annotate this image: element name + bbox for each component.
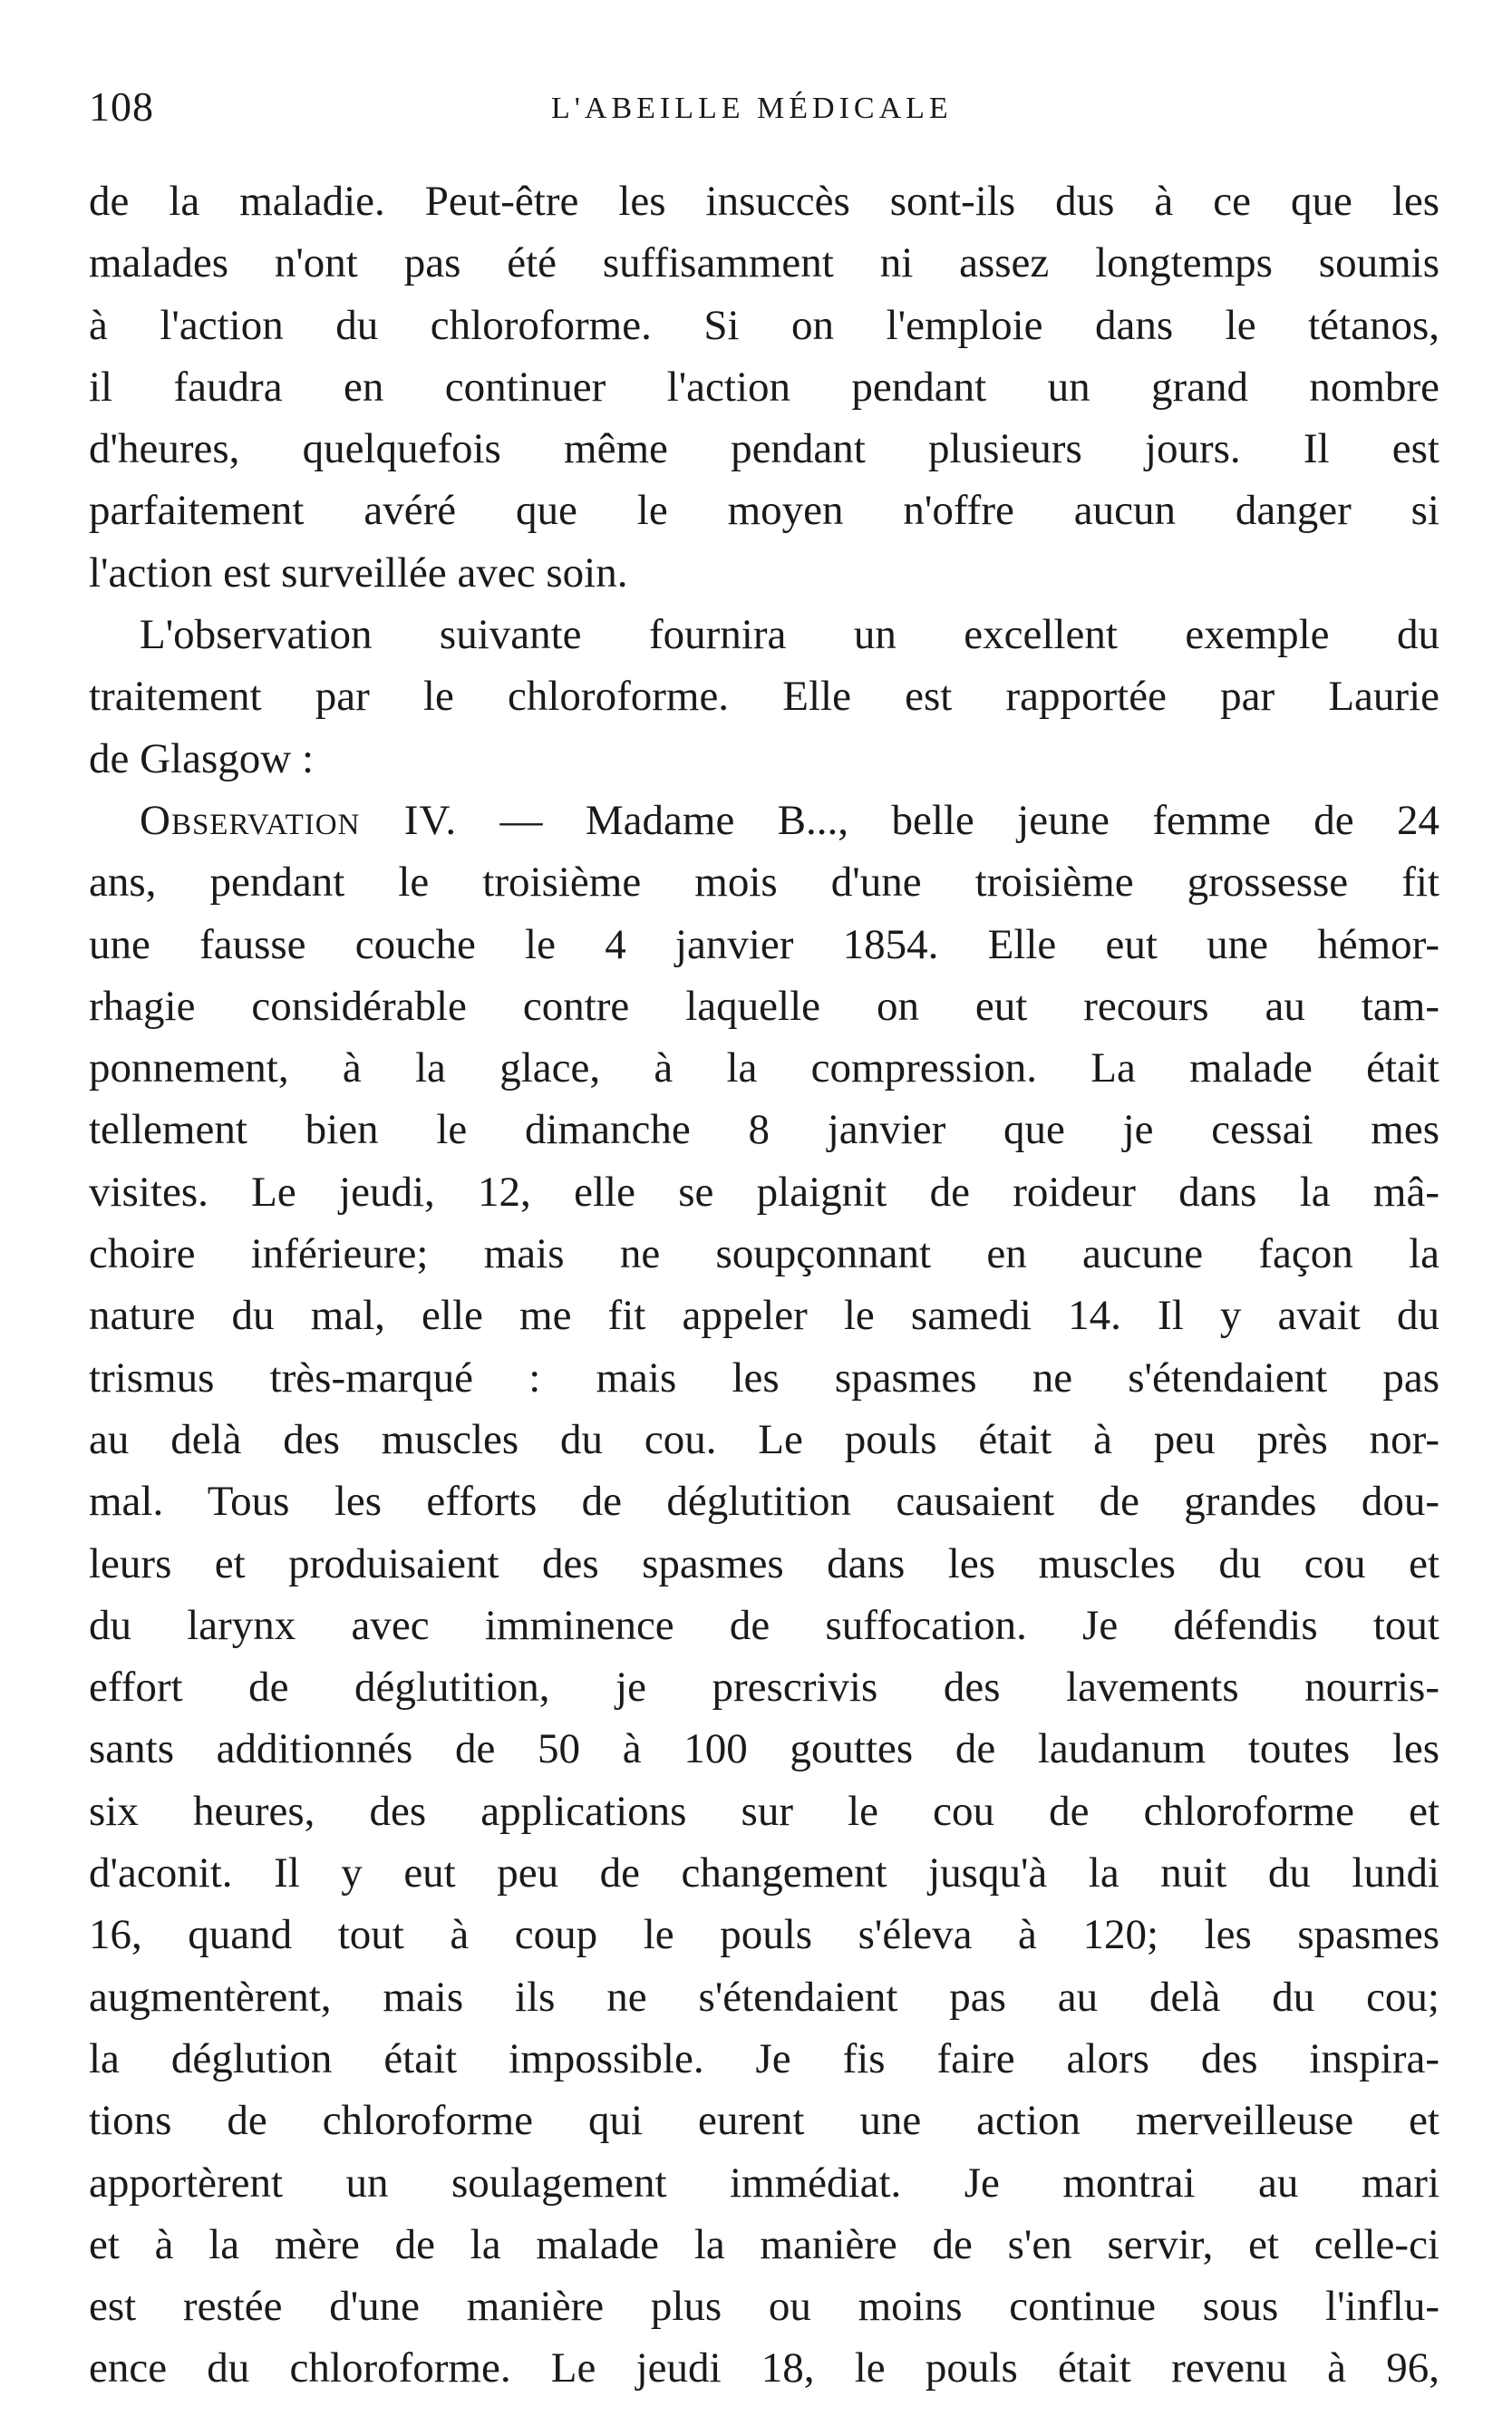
page-header: [89, 80, 1439, 134]
text-line: d'heures, quelquefois même pendant plusieurs jours. Il est: [89, 425, 1439, 473]
text-line: leurs et produisaient des spasmes dans les muscles du cou et: [89, 1539, 1439, 1587]
text-line: sants additionnés de 50 à 100 gouttes de laudanum toutes les: [89, 1725, 1439, 1773]
observation-label: Observation IV.: [140, 796, 458, 844]
text-line: parfaitement avéré que le moyen n'offre aucun danger si: [89, 487, 1439, 535]
text-line: de la maladie. Peut-être les insuccès sont-ils dus à ce que les: [89, 178, 1439, 225]
text-line: apportèrent un soulagement immédiat. Je montrai au mari: [89, 2159, 1439, 2207]
text-line: ence du chloroforme. Le jeudi 18, le pouls était revenu à 96,: [89, 2344, 1439, 2392]
text-line: 16, quand tout à coup le pouls s'éleva à 120; les spasmes: [89, 1911, 1439, 1959]
text-line: effort de déglutition, je prescrivis des lavements nourris-: [89, 1664, 1439, 1712]
text-line: nature du mal, elle me fit appeler le samedi 14. Il y avait du: [89, 1292, 1439, 1340]
text-line: du larynx avec imminence de suffocation. Je défendis tout: [89, 1601, 1439, 1649]
body-text: [89, 170, 1439, 2400]
text-line: il faudra en continuer l'action pendant un grand nombre: [89, 363, 1439, 411]
text-line: de Glasgow :: [89, 734, 315, 782]
text-line: six heures, des applications sur le cou de chloroforme et: [89, 1787, 1439, 1835]
text-line: d'aconit. Il y eut peu de changement jusqu'à la nuit du lundi: [89, 1849, 1439, 1897]
text-line: à l'action du chloroforme. Si on l'emploie dans le tétanos,: [89, 301, 1439, 349]
text-line: augmentèrent, mais ils ne s'étendaient pas au delà du cou;: [89, 1973, 1439, 2021]
text-line: la déglution était impossible. Je fis faire alors des inspira-: [89, 2034, 1439, 2082]
text-line: est restée d'une manière plus ou moins continue sous l'influ-: [89, 2283, 1439, 2331]
text-line: et à la mère de la malade la manière de s'en servir, et celle-ci: [89, 2220, 1439, 2268]
text-line: ponnement, à la glace, à la compression. La malade était: [89, 1044, 1439, 1092]
text-line: ans, pendant le troisième mois d'une troisième grossesse fit: [89, 859, 1439, 907]
text-line: trismus très-marqué : mais les spasmes ne s'étendaient pas: [89, 1354, 1439, 1402]
text-line: au delà des muscles du cou. Le pouls était à peu près nor-: [89, 1415, 1439, 1463]
text-line: malades n'ont pas été suffisamment ni assez longtemps soumis: [89, 239, 1439, 287]
text-line: traitement par le chloroforme. Elle est rapportée par Laurie: [89, 673, 1439, 721]
text-line: rhagie considérable contre laquelle on eut recours au tam-: [89, 982, 1439, 1030]
text-line: choire inférieure; mais ne soupçonnant en aucune façon la: [89, 1230, 1439, 1278]
text-line: mal. Tous les efforts de déglutition causaient de grandes dou-: [89, 1478, 1439, 1526]
running-head: L'ABEILLE MÉDICALE: [551, 92, 953, 125]
page-number: 108: [89, 83, 154, 130]
text-line: tions de chloroforme qui eurent une action merveilleuse et: [89, 2097, 1439, 2145]
text-line: tellement bien le dimanche 8 janvier que je cessai mes: [89, 1106, 1439, 1154]
observation-text: — Madame B..., belle jeune femme de 24: [499, 796, 1439, 844]
paragraph-start-line: L'observation suivante fournira un excellent exemple du: [140, 611, 1439, 659]
observation-heading-line: [89, 790, 1439, 851]
text-line: une fausse couche le 4 janvier 1854. Elle eut une hémor-: [89, 920, 1439, 968]
text-line: visites. Le jeudi, 12, elle se plaignit de roideur dans la mâ-: [89, 1168, 1439, 1216]
text-line: l'action est surveillée avec soin.: [89, 548, 628, 597]
